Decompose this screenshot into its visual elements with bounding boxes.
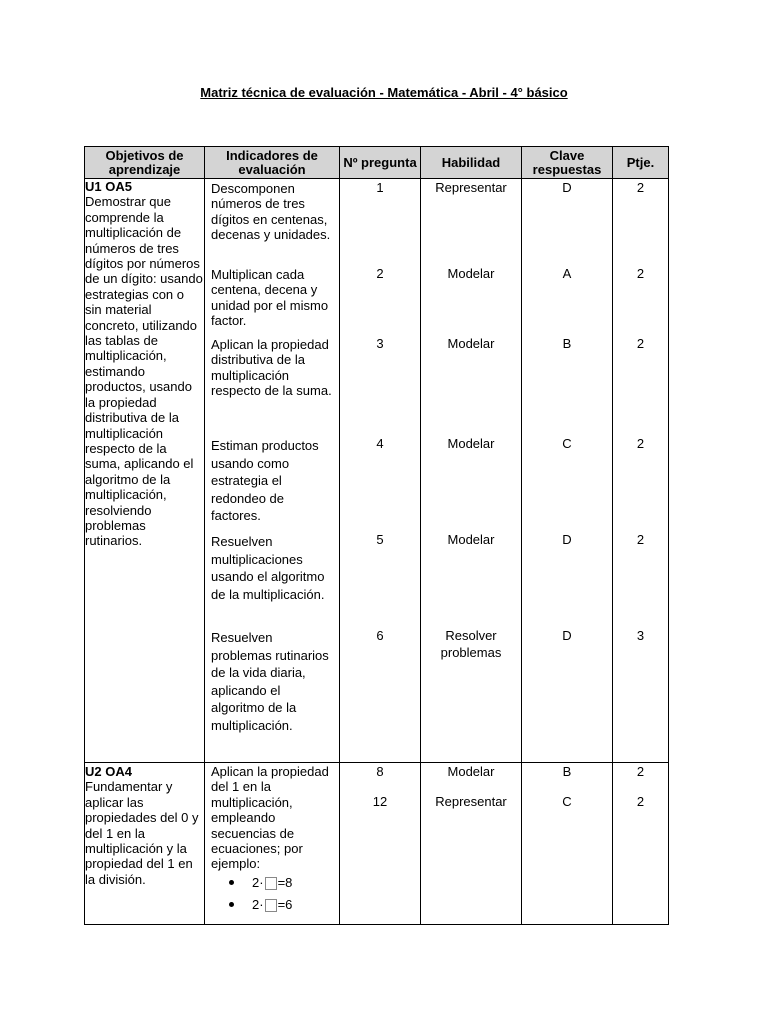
skill-12: Representar (435, 794, 507, 809)
skill-5: Modelar (447, 532, 495, 547)
question-1: 1 (376, 180, 384, 195)
question-3: 3 (376, 336, 384, 351)
bullet-icon (229, 880, 234, 885)
key-3: B (562, 336, 572, 351)
table-row-group-2 (85, 763, 669, 925)
header-row (85, 147, 669, 179)
indicator-6: Resuelven problemas rutinarios de la vida diaria, aplicando el algoritmo de la multiplicación. (211, 630, 329, 733)
question-4: 4 (376, 436, 384, 451)
question-2: 2 (376, 266, 384, 281)
key-5: D (562, 532, 572, 547)
example-2-suffix: =6 (277, 897, 293, 913)
questions-cell (340, 179, 421, 763)
skills-cell-2 (421, 763, 522, 925)
header-habilidad: Habilidad (421, 147, 522, 179)
table-row-group-1 (85, 179, 669, 763)
objective-text: Demostrar que comprende la multiplicación de números de tres dígitos por números de un dígito: usando estrategias con o sin material concreto, utilizando las tablas de multiplicación, estimando productos, usando la propiedad distributiva de la multiplicación respecto de la suma, aplicando el algoritmo de la multiplicación, resolviendo problemas rutinarios. (85, 194, 203, 549)
document-title: Matriz técnica de evaluación - Matemática - Abril - 4° básico (200, 85, 568, 100)
score-3: 2 (636, 336, 645, 351)
skill-8: Modelar (447, 764, 495, 779)
example-1-suffix: =8 (277, 875, 293, 891)
question-8: 8 (376, 764, 384, 779)
indicator-3: Aplican la propiedad distributiva de la multiplicación respecto de la suma. (211, 337, 332, 399)
objective-code: U1 OA5 (85, 179, 132, 194)
question-6: 6 (376, 628, 384, 643)
question-12: 12 (372, 794, 388, 809)
example-1-prefix: 2· (252, 875, 264, 891)
skill-3: Modelar (447, 336, 495, 351)
objective-cell-2 (85, 763, 205, 925)
skills-cell (421, 179, 522, 763)
objective-text-2: Fundamentar y aplicar las propiedades del 0 y del 1 en la multiplicación y la propiedad del 1 en la división. (85, 779, 199, 887)
skill-1: Representar (435, 180, 507, 195)
objective-cell (85, 179, 205, 763)
score-1: 2 (636, 180, 645, 195)
score-4: 2 (636, 436, 645, 451)
list-item (229, 872, 339, 894)
indicator-2: Multiplican cada centena, decena y unidad por el mismo factor. (211, 267, 329, 329)
skill-4: Modelar (447, 436, 495, 451)
score-8: 2 (636, 764, 645, 779)
score-2: 2 (636, 266, 645, 281)
indicator-1: Descomponen números de tres dígitos en centenas, decenas y unidades. (211, 181, 331, 243)
indicators-cell-2 (205, 763, 340, 925)
indicator-5: Resuelven multiplicaciones usando el algoritmo de la multiplicación. (211, 534, 325, 602)
key-4: C (562, 436, 572, 451)
header-indicadores: Indicadores de evaluación (205, 147, 340, 179)
header-pregunta: Nº pregunta (340, 147, 421, 179)
score-5: 2 (636, 532, 645, 547)
scores-cell (613, 179, 669, 763)
key-6: D (562, 628, 572, 643)
header-clave: Clave respuestas (522, 147, 613, 179)
list-item (229, 894, 339, 916)
scores-cell-2 (613, 763, 669, 925)
evaluation-matrix-table (84, 146, 669, 925)
header-ptje: Ptje. (613, 147, 669, 179)
questions-cell-2 (340, 763, 421, 925)
score-12: 2 (636, 794, 645, 809)
example-2-prefix: 2· (252, 897, 264, 913)
key-1: D (562, 180, 572, 195)
header-objetivos: Objetivos de aprendizaje (85, 147, 205, 179)
score-6: 3 (636, 628, 645, 643)
keys-cell-2 (522, 763, 613, 925)
indicators-cell (205, 179, 340, 763)
keys-cell (522, 179, 613, 763)
example-list (205, 872, 339, 916)
key-8: B (562, 764, 572, 779)
key-12: C (562, 794, 572, 809)
question-5: 5 (376, 532, 384, 547)
skill-6: Resolver problemas (440, 628, 502, 660)
indicator-4: Estiman productos usando como estrategia el redondeo de factores. (211, 438, 319, 523)
objective-code-2: U2 OA4 (85, 764, 132, 779)
key-2: A (562, 266, 572, 281)
indicator-7: Aplican la propiedad del 1 en la multiplicación, empleando secuencias de ecuaciones; por ejemplo: (211, 764, 329, 872)
skill-2: Modelar (447, 266, 495, 281)
bullet-icon (229, 902, 234, 907)
blank-box-icon (265, 877, 277, 890)
blank-box-icon (265, 899, 277, 912)
